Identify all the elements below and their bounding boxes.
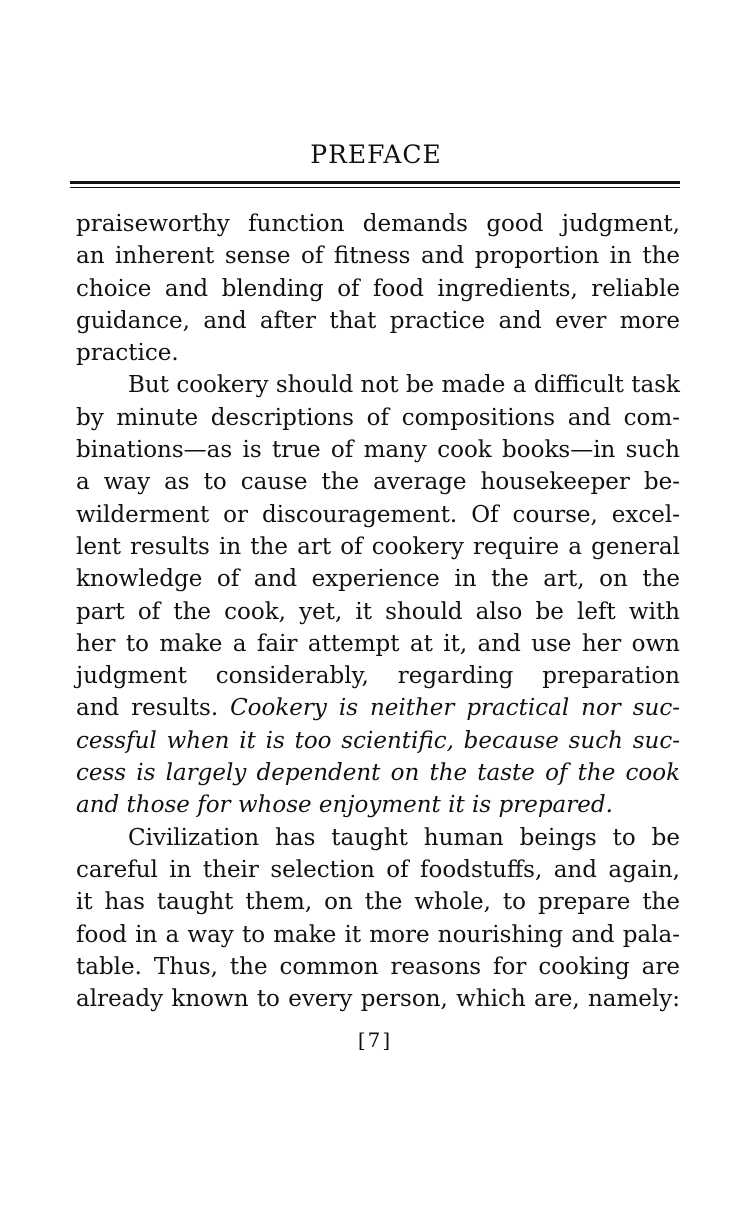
page-header-title: PREFACE	[310, 140, 442, 169]
paragraph-2	[76, 369, 680, 821]
text-line-mixed	[76, 692, 680, 724]
page-number: [7]	[357, 1028, 393, 1052]
text-line: lent results in the art of cookery require a general	[76, 533, 680, 560]
text-line: Civilization has taught human beings to be	[128, 824, 680, 851]
text-line: it has taught them, on the whole, to prepare the	[76, 889, 680, 916]
text-line: choice and blending of food ingredients, reliable	[76, 275, 680, 302]
text-line: a way as to cause the average housekeeper be-	[76, 469, 680, 496]
text-line: binations—as is true of many cook books—in such	[76, 437, 680, 464]
italic-line: cessful when it is too scientific, because such suc-	[76, 727, 680, 754]
text-line: wilderment or discouragement. Of course, excel-	[76, 501, 680, 528]
text-line: guidance, and after that practice and ever more	[76, 307, 680, 334]
text-line: But cookery should not be made a difficult task	[128, 372, 680, 399]
text-line: practice.	[76, 340, 179, 367]
italic-line: and those for whose enjoyment it is prepared.	[76, 792, 613, 819]
italic-segment: Cookery is neither practical nor suc-	[230, 695, 680, 722]
text-line: careful in their selection of foodstuffs, and again,	[76, 856, 680, 883]
text-line: praiseworthy function demands good judgment,	[76, 211, 680, 237]
text-line: food in a way to make it more nourishing and pala-	[76, 921, 680, 948]
text-line: part of the cook, yet, it should also be left with	[76, 598, 680, 625]
text-segment: and results.	[76, 695, 219, 722]
text-line: table. Thus, the common reasons for cooking are	[76, 953, 680, 980]
italic-line: cess is largely dependent on the taste of the cook	[76, 760, 680, 787]
text-line: already known to every person, which are, namely:	[76, 986, 680, 1013]
body-text	[76, 208, 680, 1015]
text-line: by minute descriptions of compositions and com-	[76, 404, 680, 431]
paragraph-1	[76, 208, 680, 369]
header-rule-thin	[70, 187, 680, 188]
text-line: knowledge of and experience in the art, on the	[76, 566, 680, 593]
paragraph-3	[76, 822, 680, 1016]
text-line: her to make a fair attempt at it, and use her own	[76, 630, 680, 657]
header-rule-thick	[70, 181, 680, 184]
text-line: judgment considerably, regarding preparation	[76, 663, 680, 690]
text-line: an inherent sense of fitness and proportion in the	[76, 243, 680, 270]
